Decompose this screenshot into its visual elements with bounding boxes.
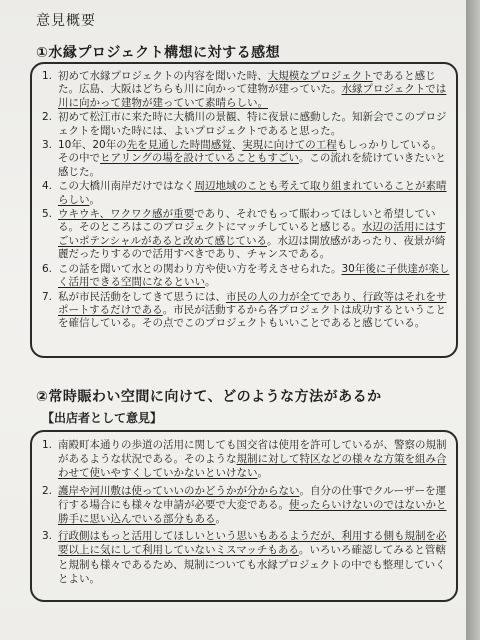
section2-list xyxy=(42,438,450,586)
underlined-text: 実現に向けての工程 xyxy=(242,139,337,152)
list-item xyxy=(42,111,450,138)
item-number: 3. xyxy=(42,530,53,543)
underlined-text: 大規模なプロジェクト xyxy=(267,70,373,82)
underlined-text: 先を見通した時間感覚 xyxy=(126,139,232,152)
list-item xyxy=(42,529,450,586)
item-text: 。 xyxy=(205,276,216,289)
list-item xyxy=(42,70,450,110)
item-text: 。 xyxy=(89,193,100,206)
item-text: 初めて松江市に来た時に大橋川の景観、特に夜景に感動した。知新会でこのプロジェクトを聞いた時には、よいプロジェクトであると思った。 xyxy=(58,111,447,137)
list-item xyxy=(42,438,450,481)
list-item xyxy=(42,263,450,290)
list-item xyxy=(42,180,450,207)
section2-heading: ②常時賑わい空間に向けて、どのような方法があるか xyxy=(36,389,382,405)
section1-list xyxy=(42,70,450,331)
item-number: 4. xyxy=(42,180,53,193)
list-item xyxy=(42,139,450,179)
item-text: 初めて水縁プロジェクトの内容を聞いた時、 xyxy=(58,70,268,82)
item-text: この大橋川南岸だけではなく xyxy=(58,180,195,193)
item-number: 7. xyxy=(42,290,53,303)
item-text: もしっかりしている。その中で xyxy=(58,139,442,165)
item-text: であり、それでもって賑わってほしいと希望している。そのところはこのプロジェクトにマッチしていると感じる。 xyxy=(58,208,436,234)
item-text: 、 xyxy=(231,139,243,152)
underlined-text: 使ったらいけないのではないかと勝手に思い込んでいる部分もある xyxy=(58,498,447,526)
item-text: 。 xyxy=(215,513,226,526)
item-text: 南殿町本通りの歩道の活用に関しても国交省は使用を許可しているが、警察の規制がある xyxy=(58,439,447,466)
underlined-text: 規制に対して特区などの様々な方策を組み合わせて使いやすくしていかないといけない xyxy=(58,453,447,480)
item-number: 6. xyxy=(42,262,53,275)
item-text: 。いろいろ確認してみると管轄と規制も様々であるため、規制についても水縁プロジェクトの中でも整理していくとよい。 xyxy=(58,544,446,585)
item-number: 1. xyxy=(42,70,53,82)
item-number: 2. xyxy=(42,484,53,497)
underlined-text: 周辺地域のことも考えて取り組まれていることが素晴らしい xyxy=(58,180,447,206)
underlined-text: 30年後に子供達が楽しく活用できる空間になるといい xyxy=(58,262,450,289)
item-number: 2. xyxy=(42,111,53,124)
underlined-text: ウキウキ、ワクワク感が重要 xyxy=(58,208,195,221)
underlined-text: 市民の人の力が全てであり、行政等はそれをサポートするだけである xyxy=(58,290,447,316)
page-edge xyxy=(466,0,480,640)
underlined-text: 行政側はもっと活用してほしいという思いもあるようだが、利用する側も規制を必要以上に気にして利用していないミスマッチもある xyxy=(58,530,447,557)
item-text: 。水辺は開放感があったり、夜景が綺麗だったりするので活用すべきであり、チャンスである。 xyxy=(58,234,446,261)
item-text: ような状況である。そのような xyxy=(89,453,237,466)
section1-box xyxy=(30,62,458,358)
list-item xyxy=(42,208,450,262)
item-text: 。この流れを続けていきたいと感じた。 xyxy=(58,152,446,178)
item-text: 。 xyxy=(257,467,268,480)
item-text: 。市民が活動するから各プロジェクトは成功するということを確信している。その点でこのプロジェクトもいいことであると感じている。 xyxy=(58,303,446,330)
item-number: 5. xyxy=(42,208,53,221)
section2-box xyxy=(30,430,458,602)
section1-heading: ①水縁プロジェクト構想に対する感想 xyxy=(36,45,281,61)
underlined-text: 水縁プロジェクトでは川に向かって建物が建っていて素晴らしい。 xyxy=(58,83,447,109)
item-text: 。自分の仕事でクルーザーを運行する場合にも様々な申請が必要で大変である。 xyxy=(58,484,447,511)
section2-sub-label: 【出店者として意見】 xyxy=(42,411,163,425)
list-item xyxy=(42,484,450,527)
list-item xyxy=(42,291,450,331)
item-number: 3. xyxy=(42,139,53,152)
underlined-text: ヒアリングの場を設けていることもすごい xyxy=(100,152,299,165)
underlined-text: 護岸や河川敷は使っていいのかどうかが分からない xyxy=(58,484,300,497)
item-text: この話を聞いて水との関わり方や使い方を考えさせられた。 xyxy=(58,262,342,275)
item-text: 私が市民活動をしてきて思うには、 xyxy=(58,290,226,303)
underlined-text: 水辺の活用にはすごいポテンシャルがあると改めて感じている xyxy=(58,221,446,247)
item-number: 1. xyxy=(42,439,53,451)
item-text: 10年、20年の xyxy=(58,139,127,152)
document-title: 意見概要 xyxy=(36,13,96,29)
item-text: であると感じた。広島、大阪はどちらも川に向かって建物が建っていた。 xyxy=(58,70,436,96)
